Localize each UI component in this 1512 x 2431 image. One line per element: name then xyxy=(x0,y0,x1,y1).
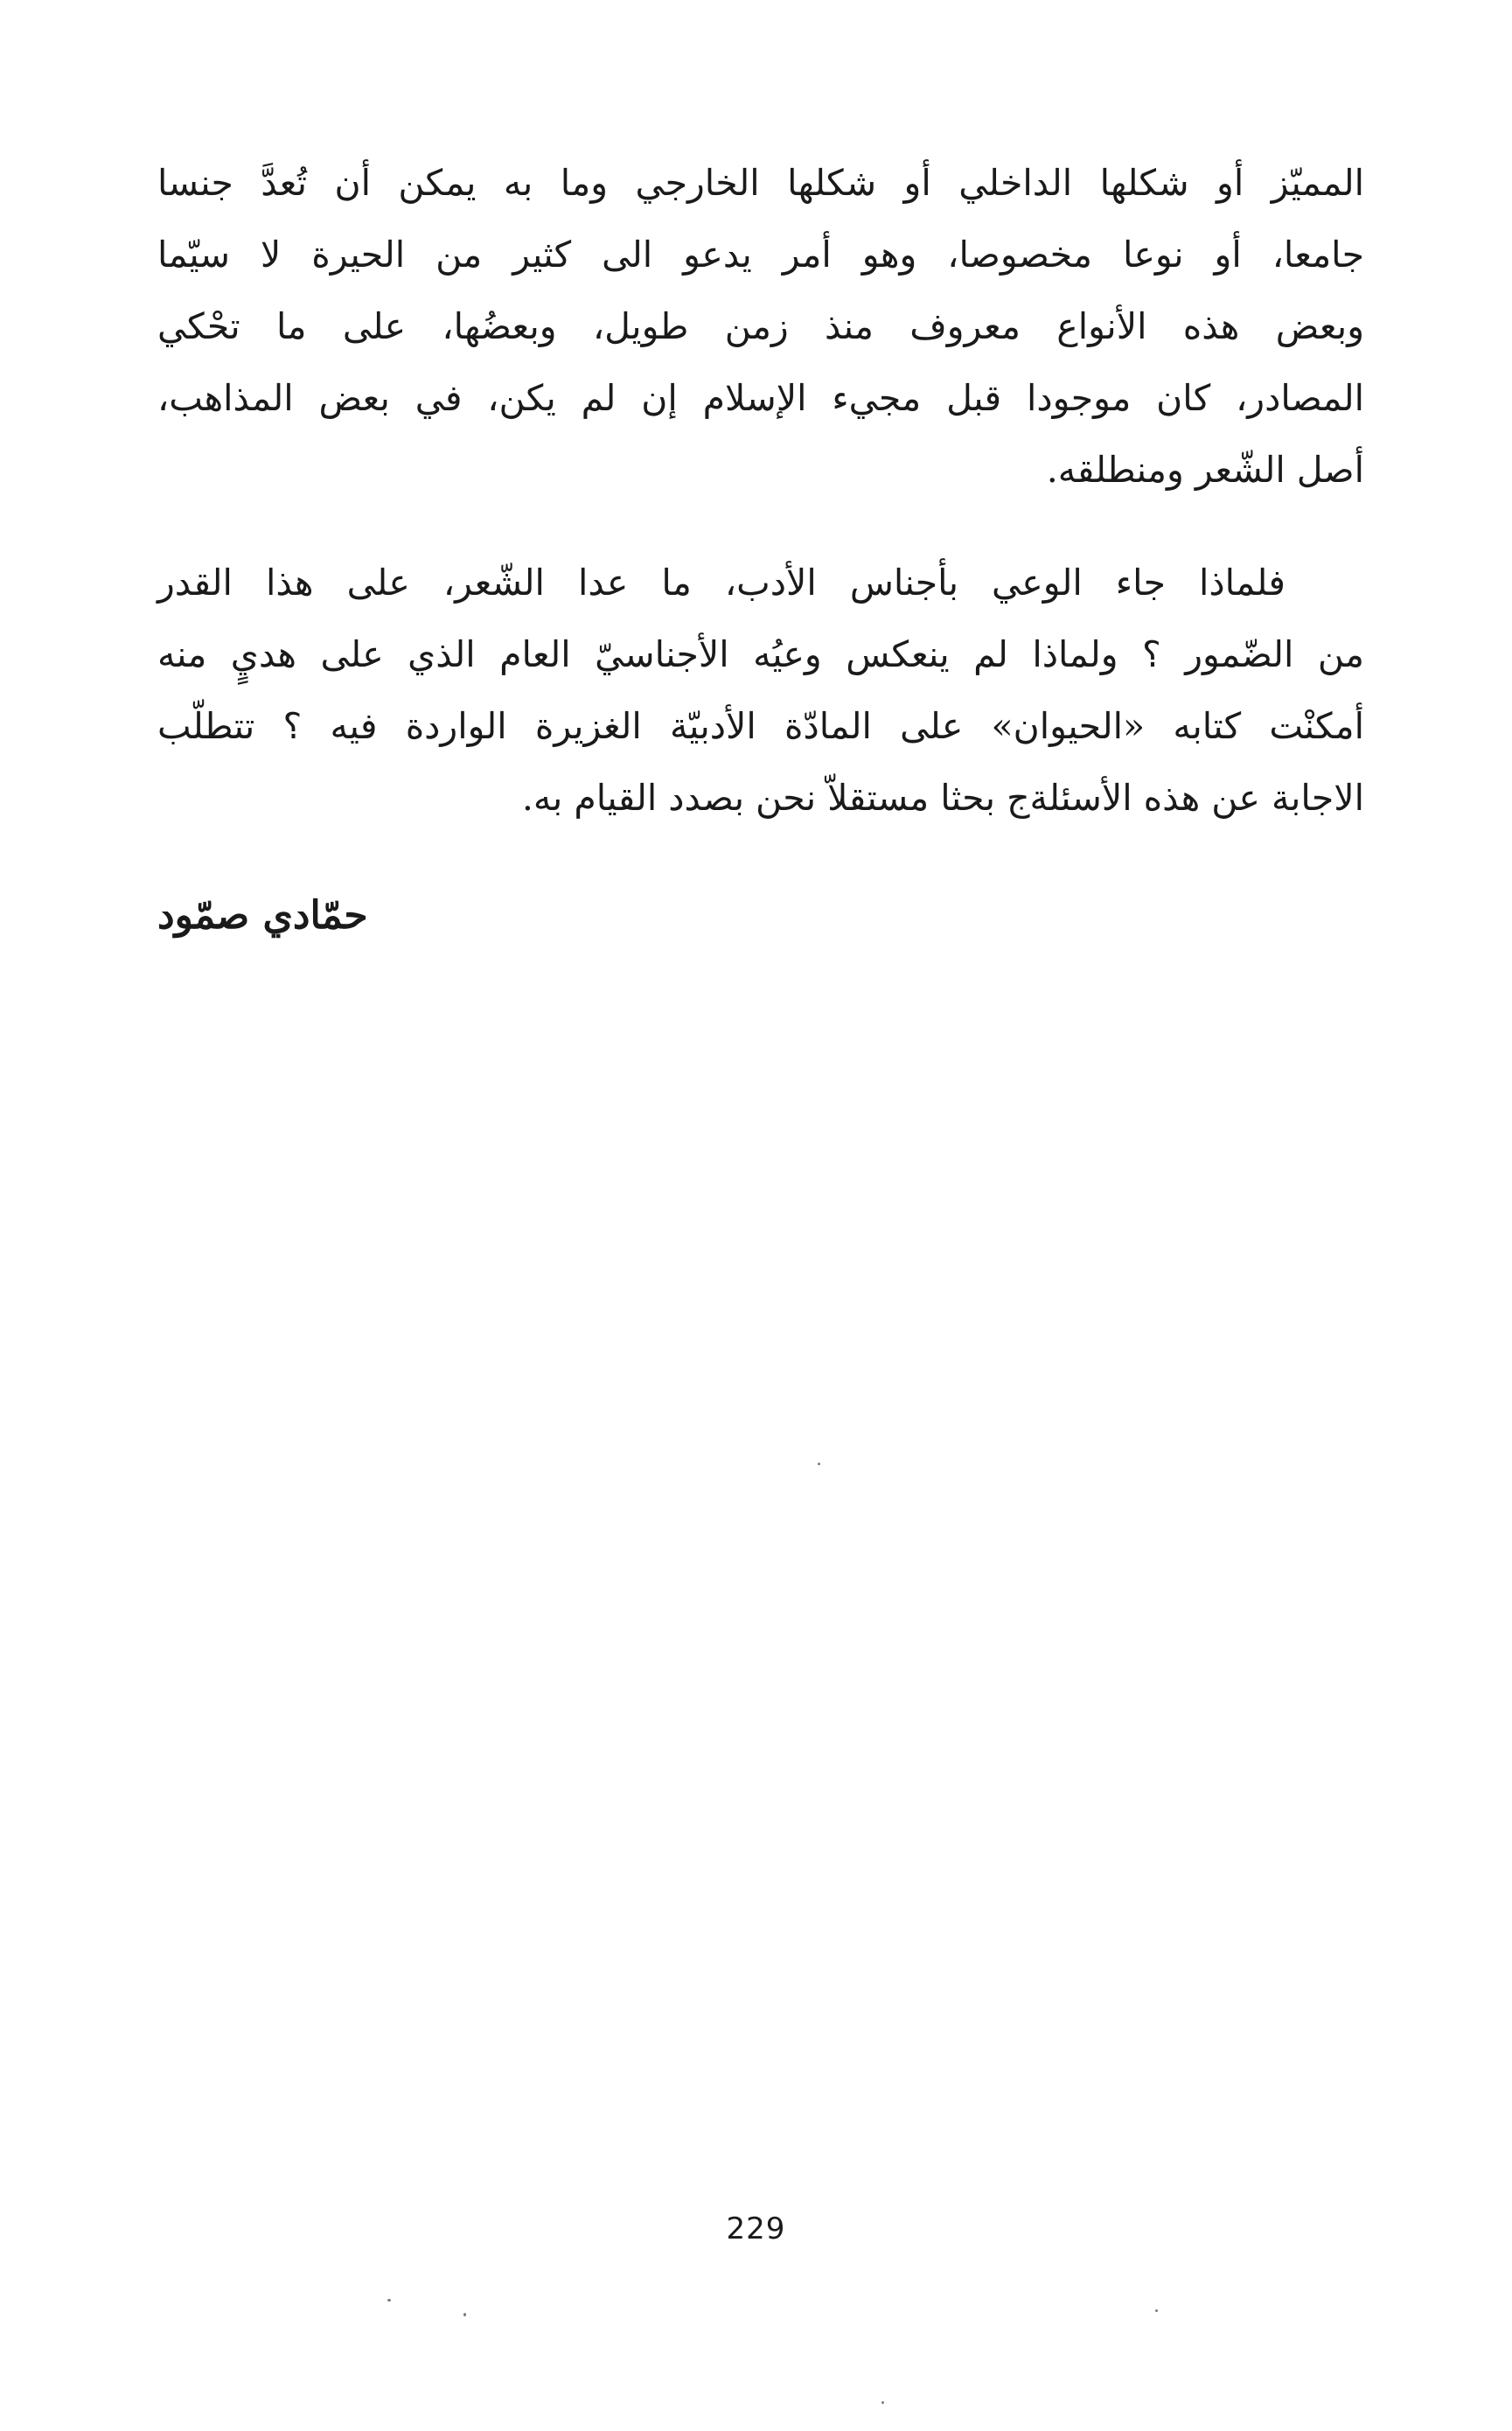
paragraph-line: المميّز أو شكلها الداخلي أو شكلها الخارجي وما به يمكن أن تُعدَّ جنسا xyxy=(157,162,1364,204)
paragraph-line: المصادر، كان موجودا قبل مجيء الإسلام إن لم يكن، في بعض المذاهب، xyxy=(157,377,1364,419)
paragraph-line: فلماذا جاء الوعي بأجناس الأدب، ما عدا الشّعر، على هذا القدر xyxy=(157,562,1286,604)
scan-speck xyxy=(881,2401,884,2404)
paragraph-line: أمكنْت كتابه «الحيوان» على المادّة الأدبيّة الغزيرة الواردة فيه ؟ تتطلّب xyxy=(157,705,1364,747)
paragraph-1 xyxy=(157,147,1364,506)
paragraph-line: أصل الشّعر ومنطلقه. xyxy=(1046,449,1364,491)
page-number: 229 xyxy=(726,2211,786,2246)
paragraph-2 xyxy=(157,547,1364,834)
scan-speck xyxy=(387,2299,391,2302)
author-signature: حمّادي صمّود xyxy=(157,893,368,938)
scan-speck xyxy=(818,1463,820,1465)
paragraph-line: الاجابة عن هذه الأسئلةج بحثا مستقلاّ نحن بصدد القيام به. xyxy=(521,777,1364,819)
paragraph-line: وبعض هذه الأنواع معروف منذ زمن طويل، وبعضُها، على ما تحْكي xyxy=(157,305,1364,347)
paragraph-line: من الضّمور ؟ ولماذا لم ينعكس وعيُه الأجناسيّ العام الذي على هديٍ منه xyxy=(157,633,1364,675)
paragraph-line: جامعا، أو نوعا مخصوصا، وهو أمر يدعو الى كثير من الحيرة لا سيّما xyxy=(157,234,1364,276)
scan-speck xyxy=(463,2313,466,2316)
scan-speck xyxy=(1155,2309,1158,2312)
